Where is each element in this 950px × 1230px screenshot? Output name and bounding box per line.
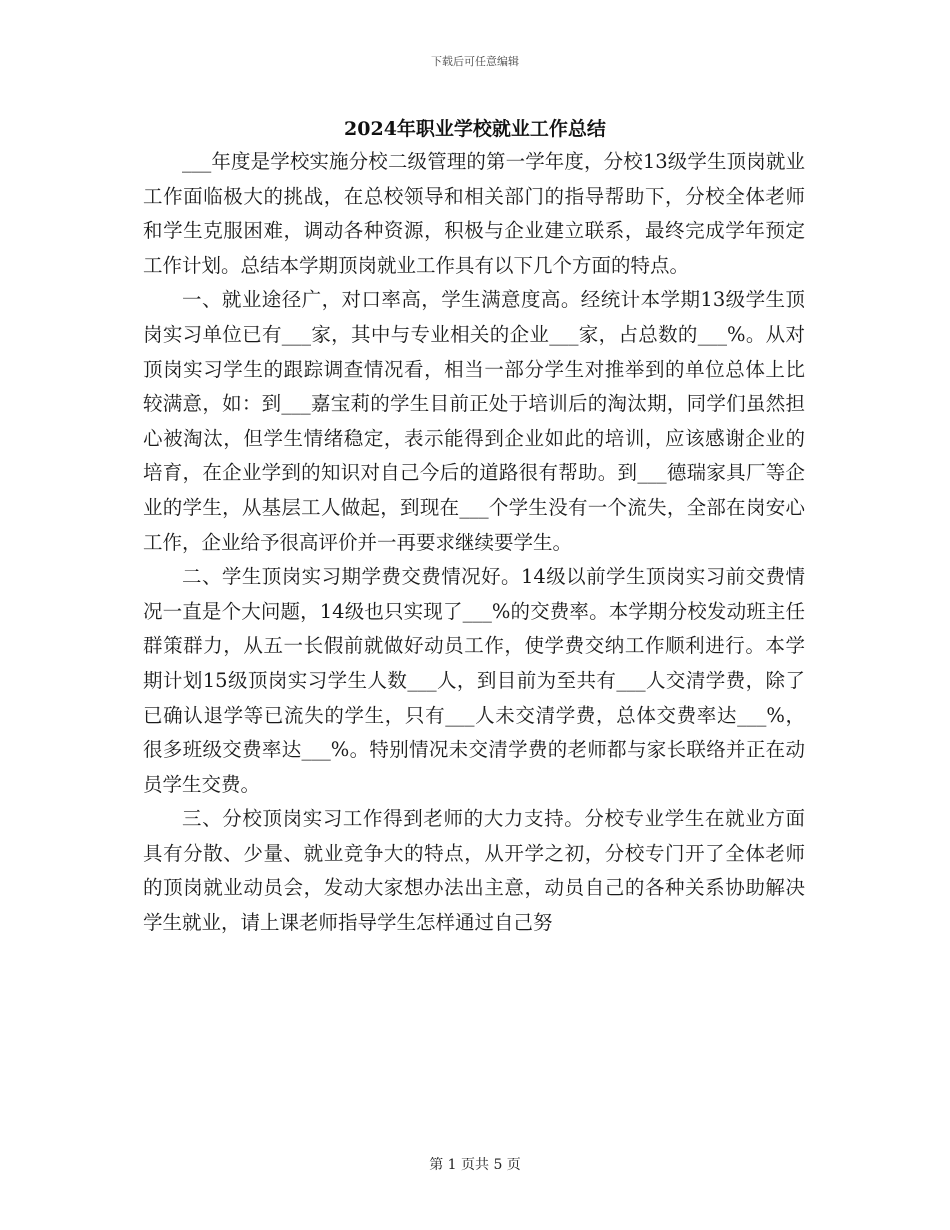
paragraph-intro: ___年度是学校实施分校二级管理的第一学年度，分校13级学生顶岗就业工作面临极大的挑战，在总校领导和相关部门的指导帮助下，分校全体老师和学生克服困难，调动各种资源，积极与企业建立联系，最终完成学年预定工作计划。总结本学期顶岗就业工作具有以下几个方面的特点。 (143, 150, 805, 277)
document-title: 2024年职业学校就业工作总结 (344, 118, 606, 140)
page-number: 第 1 页共 5 页 (429, 1157, 521, 1173)
paragraph-tuition-payment: 二、学生顶岗实习期学费交费情况好。14级以前学生顶岗实习前交费情况一直是个大问题，14级也只实现了___%的交费率。本学期分校发动班主任群策群力，从五一长假前就做好动员工作，使学费交纳工作顺利进行。本学期计划15级顶岗实习学生人数___人，到目前为至共有___人交清学费，除了已确认退学等已流失的学生，只有___人未交清学费，总体交费率达___%，很多班级交费率达___%。特别情况未交清学费的老师都与家长联络并正在动员学生交费。 (143, 565, 805, 796)
paragraph-teacher-support: 三、分校顶岗实习工作得到老师的大力支持。分校专业学生在就业方面具有分散、少量、就业竞争大的特点，从开学之初，分校专门开了全体老师的顶岗就业动员会，发动大家想办法出主意，动员自己的各种关系协助解决学生就业，请上课老师指导学生怎样通过自己努 (143, 807, 805, 935)
document-body (143, 145, 805, 941)
page-header-note: 下载后可任意编辑 (431, 55, 519, 68)
paragraph-employment-channels: 一、就业途径广，对口率高，学生满意度高。经统计本学期13级学生顶岗实习单位已有___家，其中与专业相关的企业___家，占总数的___%。从对顶岗实习学生的跟踪调查情况看，相当一部分学生对推举到的单位总体上比较满意，如：到___嘉宝莉的学生目前正处于培训后的淘汰期，同学们虽然担心被淘汰，但学生情绪稳定，表示能得到企业如此的培训，应该感谢企业的培育，在企业学到的知识对自己今后的道路很有帮助。到___德瑞家具厂等企业的学生，从基层工人做起，到现在___个学生没有一个流失，全部在岗安心工作，企业给予很高评价并一再要求继续要学生。 (143, 288, 805, 554)
